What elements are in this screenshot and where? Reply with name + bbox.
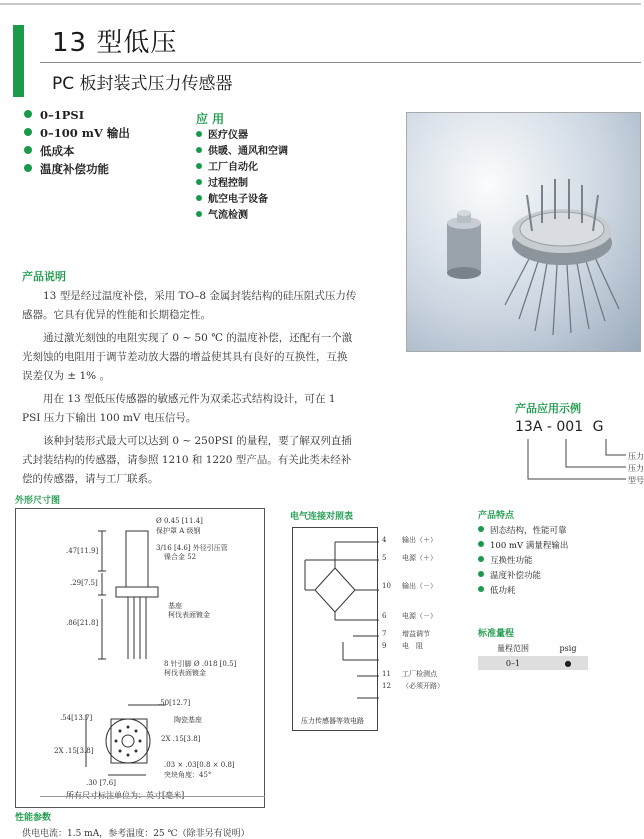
bullet-icon [196,163,202,169]
dimension-label: .30 [7.6] [86,779,116,787]
wiring-pin-list [382,535,444,693]
dimension-note: 镍合金 52 [164,553,197,561]
page-title: 13 型低压 [52,28,178,58]
order-label: 型号 [628,476,644,485]
order-label: 压力 [628,464,644,473]
performance-line: 供电电流：1.5 mA，参考温度：25 ℃（除非另有说明） [22,829,250,839]
bullet-icon [196,179,202,185]
feature-item: 低成本 [24,142,130,160]
application-item: 过程控制 [196,176,288,192]
feature-item: 0–1PSI [24,106,130,124]
dimension-label: .47[11.9] [66,547,99,555]
feature-item: 温度补偿功能 [24,160,130,178]
application-item: 航空电子设备 [196,192,288,208]
product-feature-item: 固态结构，性能可靠 [478,524,568,539]
product-feature-item: 温度补偿功能 [478,569,568,584]
dimension-note: 柯伐表面镀金 [164,669,206,677]
title-accent-bar [13,25,24,97]
bullet-icon [24,146,32,154]
range-value: 0–1 [505,658,521,668]
order-code-leader-lines [520,437,630,487]
dimension-note: 柯伐表面镀金 [168,611,210,619]
dimension-note: .03 × .03[0.8 × 0.8] [164,761,235,769]
dimension-note: 8 针引脚 Ø .018 [0.5] [164,660,237,668]
performance-heading: 性能参数 [15,813,52,823]
range-table-header [478,640,588,656]
wiring-pin: 5 电源（＋） [382,554,437,562]
order-code [515,419,603,435]
feature-item: 0–100 mV 输出 [24,124,130,142]
applications-list [196,128,288,224]
dimension-label: 2X .15[3.8] [54,747,94,755]
dimension-note: 基座 [168,602,182,610]
dimension-note: Ø 0.45 [11.4] [156,517,203,525]
order-example-heading: 产品应用示例 [515,402,581,415]
wiring-pin: 6 电源（－） [382,612,437,620]
wiring-pin: 11 工厂检测点 [382,670,437,678]
pressure-sensor-image [407,113,642,353]
footer-divider [40,796,265,797]
description-paragraph: 通过激光刻蚀的电阻实现了 0 ~ 50 ℃ 的温度补偿，还配有一个激光刻蚀的电阻用于调节差动放大器的增益使其具有良好的互换性，互换误差仅为 ± 1% 。 [22,332,353,382]
dimension-label: .54[13.7] [60,714,93,722]
wiring-pin: 9 电 阻 [382,642,423,650]
bullet-icon [196,131,202,137]
bullet-icon [24,110,32,118]
range-col-header: 量程范围 [497,643,529,653]
bullet-icon [196,147,202,153]
order-label: 压力 [628,452,644,461]
wiring-pin: 7 增益调节 [382,630,430,638]
product-features-list [478,524,568,599]
application-item: 医疗仪器 [196,128,288,144]
dimension-note: 陶瓷基座 [174,716,202,724]
description-paragraph: 该种封装形式最大可以达到 0 ~ 250PSI 的量程，要了解双列直插式封装结构的传感器，请参照 1210 和 1220 型产品。有关此类未经补偿的传感器，请与工厂联系。 [22,435,352,485]
product-feature-item: 互换性功能 [478,554,568,569]
product-features-heading: 产品特点 [478,511,515,521]
wiring-pin: 10 输出（－） [382,582,437,590]
wiring-diagram-frame [292,527,378,731]
applications-heading: 应 用 [196,112,225,126]
psig-mark: ● [564,658,572,668]
wiring-caption: 压力传感器等效电路 [301,717,364,725]
wiring-pin: 12 （必须开路） [382,682,444,690]
bullet-icon [196,211,202,217]
psig-col-header: psig [559,643,577,653]
bridge-circuit [293,528,379,732]
order-code-dash: - [546,419,552,435]
bullet-icon [478,541,484,547]
dimension-label: 2X .15[3.8] [161,735,201,743]
application-item: 气流检测 [196,208,288,224]
description-body [22,287,357,489]
bullet-icon [478,571,484,577]
bullet-icon [478,586,484,592]
top-rule [0,3,641,5]
standard-range-table [478,640,588,670]
bullet-icon [196,195,202,201]
standard-range-heading: 标准量程 [478,629,515,639]
dimension-note: 3/16 [4.6] 外径引压管 [156,544,228,552]
feature-list [24,106,130,178]
product-feature-item: 低功耗 [478,584,568,599]
order-code-series: 13A [515,419,543,435]
bullet-icon [478,556,484,562]
description-paragraph: 用在 13 型低压传感器的敏感元件为双柔芯式结构设计，可在 1 PSI 压力下输出 100 mV 电压信号。 [22,393,336,424]
product-feature-item: 100 mV 满量程输出 [478,539,568,554]
order-code-range: 001 [556,419,584,435]
bullet-icon [478,526,484,532]
bullet-icon [24,128,32,136]
product-photo [406,112,641,352]
dimension-label: .86[21.8] [66,619,99,627]
wiring-heading: 电气连接对照表 [290,512,354,522]
dimension-label: .29[7.5] [70,579,98,587]
bullet-icon [24,164,32,172]
wiring-pin: 4 输出（＋） [382,536,437,544]
dimension-note: 突块角度：45° [164,771,212,779]
dimension-drawing-frame [15,508,265,808]
dimensions-heading: 外形尺寸图 [15,496,61,506]
page-subtitle: PC 板封装式压力传感器 [52,74,233,94]
application-item: 工厂自动化 [196,160,288,176]
dimension-note: 保护罩 A 级钢 [156,527,201,535]
order-code-type: G [592,419,604,435]
title-divider [40,62,641,63]
dimension-label: .50[12.7] [158,699,191,707]
application-item: 供暖、通风和空调 [196,144,288,160]
description-heading: 产品说明 [22,270,66,283]
description-paragraph: 13 型是经过温度补偿，采用 TO–8 金属封装结构的硅压阻式压力传感器。它具有优异的性能和长期稳定性。 [22,290,357,321]
range-table-row [478,656,588,670]
